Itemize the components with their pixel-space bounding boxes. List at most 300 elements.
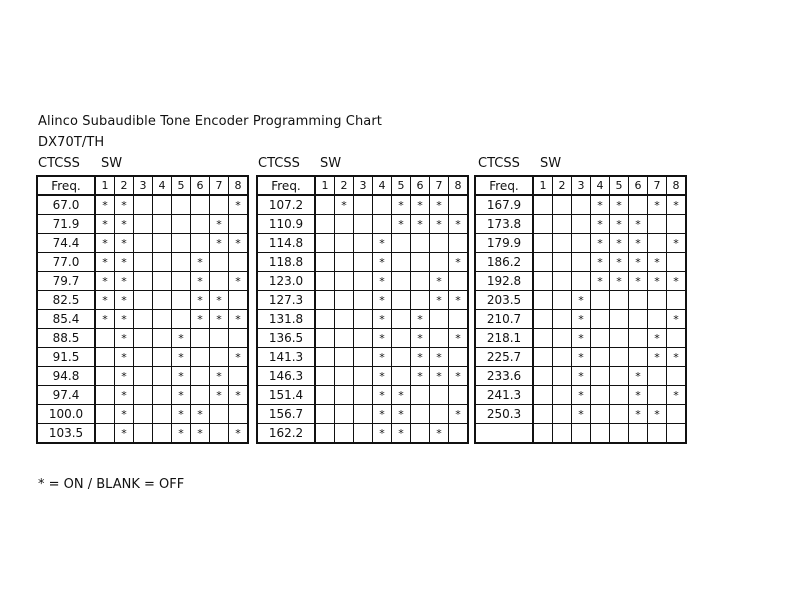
switch-cell bbox=[315, 329, 335, 348]
switch-cell: * bbox=[667, 272, 687, 291]
switch-cell: * bbox=[629, 253, 648, 272]
switch-cell: * bbox=[115, 253, 134, 272]
table-row bbox=[475, 367, 686, 386]
switch-cell bbox=[667, 253, 687, 272]
switch-header: 3 bbox=[354, 176, 373, 195]
switch-cell bbox=[172, 195, 191, 215]
switch-cell: * bbox=[648, 329, 667, 348]
switch-cell bbox=[648, 424, 667, 444]
switch-cell bbox=[134, 405, 153, 424]
freq-cell: 107.2 bbox=[257, 195, 315, 215]
switch-header: 6 bbox=[629, 176, 648, 195]
switch-cell bbox=[134, 329, 153, 348]
table-row bbox=[475, 215, 686, 234]
table-row bbox=[257, 253, 468, 272]
switch-cell bbox=[354, 291, 373, 310]
switch-cell: * bbox=[648, 348, 667, 367]
freq-cell: 82.5 bbox=[37, 291, 95, 310]
table-row bbox=[475, 310, 686, 329]
switch-cell bbox=[572, 215, 591, 234]
switch-cell bbox=[354, 253, 373, 272]
switch-cell bbox=[533, 215, 553, 234]
switch-cell bbox=[392, 234, 411, 253]
switch-cell bbox=[153, 234, 172, 253]
table-row bbox=[475, 329, 686, 348]
switch-cell: * bbox=[373, 386, 392, 405]
freq-cell: 91.5 bbox=[37, 348, 95, 367]
switch-cell: * bbox=[115, 272, 134, 291]
switch-header: 4 bbox=[153, 176, 172, 195]
switch-header: 8 bbox=[449, 176, 469, 195]
table-row bbox=[257, 424, 468, 444]
switch-cell bbox=[153, 424, 172, 444]
switch-cell bbox=[315, 195, 335, 215]
switch-cell bbox=[210, 329, 229, 348]
switch-cell bbox=[629, 310, 648, 329]
switch-cell bbox=[648, 310, 667, 329]
switch-cell bbox=[430, 329, 449, 348]
switch-cell bbox=[315, 272, 335, 291]
switch-cell bbox=[648, 367, 667, 386]
switch-cell: * bbox=[411, 348, 430, 367]
switch-header: 3 bbox=[572, 176, 591, 195]
switch-cell bbox=[533, 329, 553, 348]
switch-cell bbox=[172, 215, 191, 234]
switch-cell bbox=[153, 253, 172, 272]
freq-cell: 233.6 bbox=[475, 367, 533, 386]
switch-cell bbox=[553, 234, 572, 253]
switch-cell bbox=[354, 195, 373, 215]
switch-header: 4 bbox=[373, 176, 392, 195]
switch-cell: * bbox=[210, 291, 229, 310]
switch-cell: * bbox=[115, 405, 134, 424]
switch-cell bbox=[667, 215, 687, 234]
switch-header: 5 bbox=[172, 176, 191, 195]
table-row bbox=[37, 405, 248, 424]
switch-cell bbox=[392, 291, 411, 310]
switch-cell bbox=[210, 272, 229, 291]
switch-cell bbox=[392, 348, 411, 367]
switch-cell: * bbox=[648, 405, 667, 424]
switch-cell bbox=[335, 291, 354, 310]
sw-label-3: SW bbox=[540, 156, 562, 171]
table-row bbox=[475, 195, 686, 215]
switch-cell bbox=[315, 424, 335, 444]
table-row bbox=[37, 329, 248, 348]
table-row bbox=[257, 329, 468, 348]
switch-cell bbox=[210, 348, 229, 367]
switch-cell bbox=[533, 405, 553, 424]
switch-cell: * bbox=[115, 329, 134, 348]
switch-cell bbox=[533, 291, 553, 310]
switch-cell bbox=[533, 310, 553, 329]
switch-header: 7 bbox=[648, 176, 667, 195]
switch-cell bbox=[667, 405, 687, 424]
freq-cell: 103.5 bbox=[37, 424, 95, 444]
switch-cell bbox=[629, 291, 648, 310]
switch-cell: * bbox=[172, 424, 191, 444]
header-row bbox=[257, 176, 468, 195]
switch-cell bbox=[553, 215, 572, 234]
switch-cell bbox=[153, 195, 172, 215]
switch-cell: * bbox=[572, 405, 591, 424]
freq-header: Freq. bbox=[257, 176, 315, 195]
freq-header: Freq. bbox=[475, 176, 533, 195]
switch-cell bbox=[392, 367, 411, 386]
switch-cell bbox=[392, 272, 411, 291]
table-row bbox=[475, 386, 686, 405]
switch-cell bbox=[572, 234, 591, 253]
switch-cell bbox=[610, 348, 629, 367]
switch-header: 8 bbox=[229, 176, 249, 195]
switch-header: 1 bbox=[315, 176, 335, 195]
switch-cell: * bbox=[229, 310, 249, 329]
switch-cell bbox=[153, 310, 172, 329]
switch-cell bbox=[134, 215, 153, 234]
switch-cell: * bbox=[95, 272, 115, 291]
freq-cell: 156.7 bbox=[257, 405, 315, 424]
switch-cell: * bbox=[373, 291, 392, 310]
programming-table-2 bbox=[256, 175, 469, 444]
table-row bbox=[37, 195, 248, 215]
table-row bbox=[257, 272, 468, 291]
switch-cell: * bbox=[210, 386, 229, 405]
switch-cell bbox=[354, 367, 373, 386]
switch-cell: * bbox=[95, 310, 115, 329]
freq-cell: 218.1 bbox=[475, 329, 533, 348]
table-row bbox=[37, 348, 248, 367]
switch-cell bbox=[553, 386, 572, 405]
switch-cell bbox=[335, 272, 354, 291]
model-label: DX70T/TH bbox=[38, 135, 105, 150]
table-row bbox=[475, 234, 686, 253]
table-row bbox=[37, 424, 248, 444]
table-row bbox=[475, 291, 686, 310]
switch-cell bbox=[373, 215, 392, 234]
switch-cell bbox=[411, 386, 430, 405]
switch-cell bbox=[134, 234, 153, 253]
switch-cell bbox=[335, 367, 354, 386]
freq-cell: 179.9 bbox=[475, 234, 533, 253]
switch-cell bbox=[95, 348, 115, 367]
ctcss-label-3: CTCSS bbox=[478, 156, 520, 171]
freq-cell: 151.4 bbox=[257, 386, 315, 405]
switch-cell: * bbox=[411, 329, 430, 348]
switch-cell bbox=[533, 386, 553, 405]
chart-title: Alinco Subaudible Tone Encoder Programming Chart bbox=[38, 114, 383, 129]
switch-cell bbox=[354, 405, 373, 424]
switch-header: 7 bbox=[210, 176, 229, 195]
switch-cell bbox=[153, 329, 172, 348]
switch-cell: * bbox=[667, 310, 687, 329]
switch-cell: * bbox=[449, 329, 469, 348]
switch-cell bbox=[354, 348, 373, 367]
switch-cell bbox=[610, 405, 629, 424]
freq-cell: 71.9 bbox=[37, 215, 95, 234]
switch-cell bbox=[667, 291, 687, 310]
freq-cell: 225.7 bbox=[475, 348, 533, 367]
switch-cell: * bbox=[572, 367, 591, 386]
freq-cell: 250.3 bbox=[475, 405, 533, 424]
switch-cell bbox=[210, 405, 229, 424]
switch-cell: * bbox=[229, 424, 249, 444]
switch-cell bbox=[629, 329, 648, 348]
switch-cell bbox=[411, 424, 430, 444]
switch-cell bbox=[95, 367, 115, 386]
switch-cell: * bbox=[373, 329, 392, 348]
switch-header: 4 bbox=[591, 176, 610, 195]
switch-cell: * bbox=[610, 272, 629, 291]
switch-cell: * bbox=[392, 405, 411, 424]
switch-cell bbox=[134, 195, 153, 215]
switch-cell bbox=[553, 310, 572, 329]
switch-cell: * bbox=[610, 195, 629, 215]
switch-cell bbox=[572, 272, 591, 291]
switch-cell bbox=[153, 386, 172, 405]
switch-cell bbox=[335, 215, 354, 234]
switch-cell: * bbox=[629, 386, 648, 405]
switch-cell: * bbox=[449, 367, 469, 386]
sw-label-2: SW bbox=[320, 156, 342, 171]
switch-cell: * bbox=[373, 348, 392, 367]
switch-cell bbox=[667, 367, 687, 386]
switch-cell bbox=[572, 195, 591, 215]
switch-cell bbox=[430, 253, 449, 272]
switch-cell: * bbox=[667, 386, 687, 405]
switch-cell bbox=[591, 424, 610, 444]
switch-cell bbox=[591, 310, 610, 329]
switch-cell bbox=[553, 348, 572, 367]
switch-cell bbox=[591, 405, 610, 424]
freq-cell: 241.3 bbox=[475, 386, 533, 405]
switch-cell: * bbox=[572, 386, 591, 405]
freq-cell: 88.5 bbox=[37, 329, 95, 348]
switch-cell bbox=[354, 386, 373, 405]
switch-cell bbox=[610, 367, 629, 386]
switch-cell: * bbox=[667, 348, 687, 367]
switch-header: 1 bbox=[533, 176, 553, 195]
switch-cell bbox=[553, 329, 572, 348]
switch-header: 5 bbox=[610, 176, 629, 195]
switch-cell bbox=[134, 367, 153, 386]
switch-cell: * bbox=[115, 234, 134, 253]
table-row bbox=[257, 405, 468, 424]
switch-cell bbox=[134, 291, 153, 310]
switch-cell bbox=[533, 253, 553, 272]
switch-cell: * bbox=[229, 234, 249, 253]
switch-cell: * bbox=[172, 367, 191, 386]
table-row bbox=[37, 367, 248, 386]
switch-cell: * bbox=[115, 424, 134, 444]
switch-cell bbox=[629, 424, 648, 444]
switch-cell bbox=[648, 234, 667, 253]
switch-cell bbox=[449, 348, 469, 367]
switch-cell: * bbox=[172, 348, 191, 367]
switch-cell bbox=[153, 291, 172, 310]
switch-cell bbox=[172, 291, 191, 310]
switch-cell bbox=[315, 310, 335, 329]
switch-cell bbox=[648, 291, 667, 310]
switch-cell bbox=[229, 291, 249, 310]
switch-cell: * bbox=[115, 215, 134, 234]
switch-cell: * bbox=[667, 234, 687, 253]
switch-cell bbox=[591, 329, 610, 348]
table-row bbox=[257, 195, 468, 215]
switch-header: 5 bbox=[392, 176, 411, 195]
switch-cell bbox=[610, 310, 629, 329]
switch-cell: * bbox=[115, 386, 134, 405]
switch-cell: * bbox=[172, 405, 191, 424]
switch-cell bbox=[667, 329, 687, 348]
switch-cell: * bbox=[115, 195, 134, 215]
switch-cell bbox=[648, 386, 667, 405]
switch-cell bbox=[315, 234, 335, 253]
switch-cell: * bbox=[591, 253, 610, 272]
switch-cell bbox=[411, 272, 430, 291]
switch-cell: * bbox=[191, 291, 210, 310]
switch-cell bbox=[553, 272, 572, 291]
table-row bbox=[475, 272, 686, 291]
switch-cell bbox=[315, 367, 335, 386]
table-row bbox=[257, 234, 468, 253]
switch-cell bbox=[449, 234, 469, 253]
switch-cell bbox=[134, 253, 153, 272]
switch-cell bbox=[315, 386, 335, 405]
switch-cell bbox=[153, 215, 172, 234]
switch-cell: * bbox=[191, 310, 210, 329]
legend: * = ON / BLANK = OFF bbox=[38, 477, 185, 492]
switch-cell bbox=[335, 234, 354, 253]
switch-cell bbox=[153, 367, 172, 386]
switch-cell bbox=[553, 195, 572, 215]
switch-cell bbox=[229, 367, 249, 386]
freq-cell: 74.4 bbox=[37, 234, 95, 253]
switch-cell bbox=[610, 424, 629, 444]
switch-cell: * bbox=[229, 348, 249, 367]
switch-cell: * bbox=[411, 367, 430, 386]
switch-cell: * bbox=[648, 272, 667, 291]
switch-cell bbox=[315, 405, 335, 424]
switch-cell: * bbox=[430, 272, 449, 291]
freq-cell: 100.0 bbox=[37, 405, 95, 424]
switch-cell: * bbox=[591, 195, 610, 215]
switch-cell bbox=[667, 424, 687, 444]
switch-cell bbox=[191, 215, 210, 234]
switch-cell: * bbox=[210, 234, 229, 253]
table-row bbox=[37, 272, 248, 291]
switch-cell bbox=[191, 329, 210, 348]
switch-cell: * bbox=[430, 348, 449, 367]
switch-cell: * bbox=[191, 424, 210, 444]
switch-cell: * bbox=[210, 215, 229, 234]
switch-cell: * bbox=[610, 234, 629, 253]
switch-cell: * bbox=[449, 291, 469, 310]
table-row bbox=[37, 215, 248, 234]
freq-cell: 186.2 bbox=[475, 253, 533, 272]
switch-cell bbox=[335, 329, 354, 348]
switch-cell bbox=[354, 329, 373, 348]
switch-cell: * bbox=[335, 195, 354, 215]
programming-table-3 bbox=[474, 175, 687, 444]
switch-cell bbox=[134, 348, 153, 367]
switch-cell: * bbox=[373, 367, 392, 386]
freq-cell: 77.0 bbox=[37, 253, 95, 272]
switch-cell: * bbox=[430, 215, 449, 234]
switch-cell bbox=[95, 405, 115, 424]
switch-cell: * bbox=[95, 215, 115, 234]
switch-cell bbox=[191, 386, 210, 405]
header-row bbox=[475, 176, 686, 195]
freq-cell: 162.2 bbox=[257, 424, 315, 444]
switch-cell bbox=[411, 405, 430, 424]
freq-cell: 173.8 bbox=[475, 215, 533, 234]
switch-cell: * bbox=[373, 310, 392, 329]
freq-cell: 136.5 bbox=[257, 329, 315, 348]
switch-cell bbox=[172, 253, 191, 272]
switch-cell bbox=[335, 405, 354, 424]
switch-cell bbox=[430, 405, 449, 424]
switch-cell: * bbox=[95, 253, 115, 272]
switch-header: 6 bbox=[191, 176, 210, 195]
switch-cell: * bbox=[591, 234, 610, 253]
table-row bbox=[257, 310, 468, 329]
switch-cell: * bbox=[572, 291, 591, 310]
table-row bbox=[475, 405, 686, 424]
freq-cell: 192.8 bbox=[475, 272, 533, 291]
switch-cell bbox=[335, 348, 354, 367]
table-row bbox=[257, 348, 468, 367]
switch-cell: * bbox=[392, 386, 411, 405]
switch-cell: * bbox=[115, 310, 134, 329]
switch-cell bbox=[191, 234, 210, 253]
table-row bbox=[257, 291, 468, 310]
switch-cell bbox=[430, 234, 449, 253]
switch-cell bbox=[134, 424, 153, 444]
switch-cell bbox=[591, 348, 610, 367]
switch-cell bbox=[172, 310, 191, 329]
switch-cell bbox=[591, 291, 610, 310]
switch-cell bbox=[610, 386, 629, 405]
switch-cell bbox=[572, 424, 591, 444]
freq-cell: 94.8 bbox=[37, 367, 95, 386]
switch-cell bbox=[210, 424, 229, 444]
freq-cell bbox=[475, 424, 533, 444]
switch-cell: * bbox=[430, 291, 449, 310]
switch-cell bbox=[553, 424, 572, 444]
table-row bbox=[475, 348, 686, 367]
switch-cell: * bbox=[172, 386, 191, 405]
switch-cell bbox=[315, 215, 335, 234]
switch-cell bbox=[610, 329, 629, 348]
switch-cell: * bbox=[229, 195, 249, 215]
switch-cell bbox=[153, 348, 172, 367]
switch-cell bbox=[335, 424, 354, 444]
switch-cell bbox=[354, 424, 373, 444]
switch-cell: * bbox=[629, 405, 648, 424]
switch-cell: * bbox=[373, 253, 392, 272]
switch-cell bbox=[95, 329, 115, 348]
switch-cell: * bbox=[191, 272, 210, 291]
freq-cell: 67.0 bbox=[37, 195, 95, 215]
switch-cell bbox=[610, 291, 629, 310]
switch-cell bbox=[354, 310, 373, 329]
switch-cell: * bbox=[629, 234, 648, 253]
switch-cell: * bbox=[191, 405, 210, 424]
switch-cell: * bbox=[172, 329, 191, 348]
switch-cell: * bbox=[572, 348, 591, 367]
table-row bbox=[37, 386, 248, 405]
switch-cell bbox=[335, 310, 354, 329]
